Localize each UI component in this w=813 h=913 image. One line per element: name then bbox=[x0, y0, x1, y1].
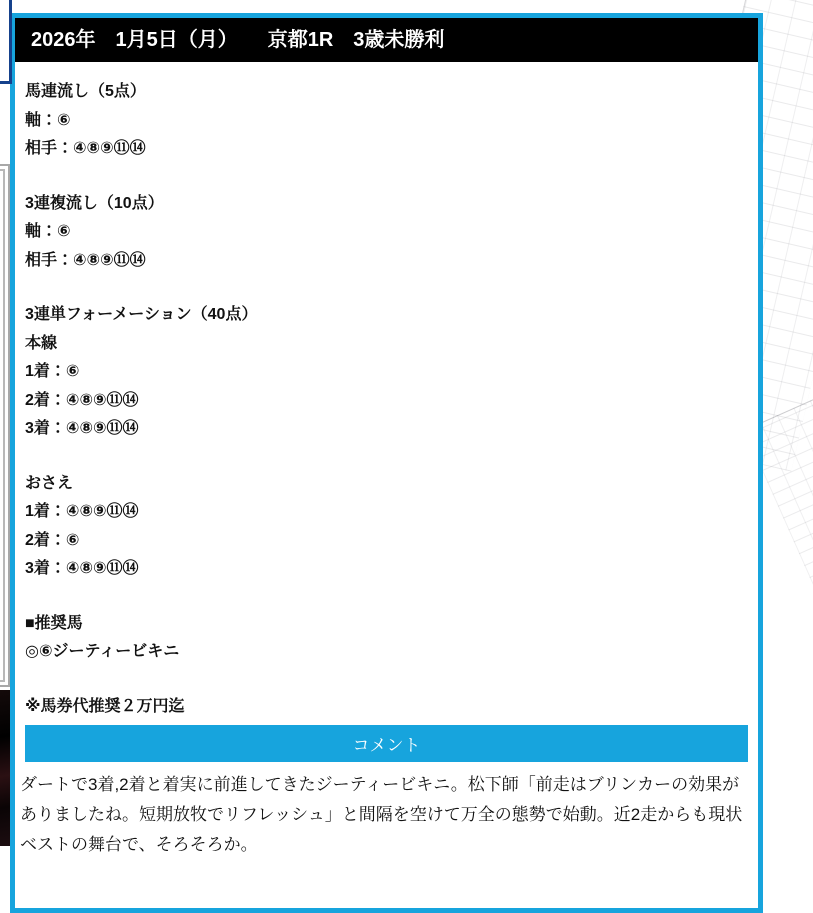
navy-frame-fragment bbox=[0, 0, 12, 84]
sanrentan-main-second: 2着：④⑧⑨⑪⑭ bbox=[25, 391, 139, 409]
sanrenpuku-axis: 軸：⑥ bbox=[25, 223, 71, 240]
bet-list bbox=[15, 62, 758, 721]
sanrentan-backup-second: 2着：⑥ bbox=[25, 531, 80, 549]
umaren-axis: 軸：⑥ bbox=[25, 111, 71, 129]
sanrenpuku-title: 3連複流し（10点） bbox=[25, 194, 164, 212]
section-gap bbox=[25, 444, 748, 470]
sanrentan-title: 3連単フォーメーション（40点） bbox=[25, 306, 258, 323]
recommended-horse: ◎⑥ジーティービキニ bbox=[25, 643, 180, 660]
sanrenpuku-partners: 相手：④⑧⑨⑪⑭ bbox=[25, 251, 146, 269]
sanrentan-main-first: 1着：⑥ bbox=[25, 363, 80, 380]
tip-panel bbox=[10, 13, 763, 913]
sanrentan-backup-first: 1着：④⑧⑨⑪⑭ bbox=[25, 503, 139, 520]
race-title: 2026年 1月5日（月） 京都1R 3歳未勝利 bbox=[31, 29, 445, 51]
sanrentan-main-third: 3着：④⑧⑨⑪⑭ bbox=[25, 420, 139, 437]
section-gap bbox=[25, 584, 748, 610]
umaren-title: 馬連流し（5点） bbox=[25, 83, 146, 100]
sanrentan-main-label: 本線 bbox=[25, 334, 58, 352]
sanrentan-backup-third: 3着：④⑧⑨⑪⑭ bbox=[25, 560, 139, 577]
section-gap bbox=[25, 667, 748, 693]
section-gap bbox=[25, 275, 748, 301]
trainer-comment-text: ダートで3着,2着と着実に前進してきたジーティービキニ。松下師「前走はブリンカーの効果がありましたね。短期放牧でリフレッシュ」と間隔を空けて万全の態勢で始動。近2走からも現状ベストの舞台で、そろそろか。 bbox=[20, 775, 743, 854]
sanrentan-backup-label: おさえ bbox=[25, 474, 74, 492]
budget-note: ※馬券代推奨２万円迄 bbox=[25, 697, 185, 715]
race-header bbox=[15, 18, 758, 62]
comment-button[interactable]: コメント bbox=[25, 725, 748, 762]
photo-thumbnail-sliver bbox=[0, 690, 10, 846]
umaren-partners: 相手：④⑧⑨⑪⑭ bbox=[25, 140, 146, 157]
comment-button-wrap bbox=[15, 725, 758, 762]
gray-frame-inner-border bbox=[0, 169, 5, 682]
recommendation-heading: ■推奨馬 bbox=[25, 614, 83, 632]
gray-frame-sliver bbox=[0, 164, 10, 687]
section-gap bbox=[25, 164, 748, 190]
